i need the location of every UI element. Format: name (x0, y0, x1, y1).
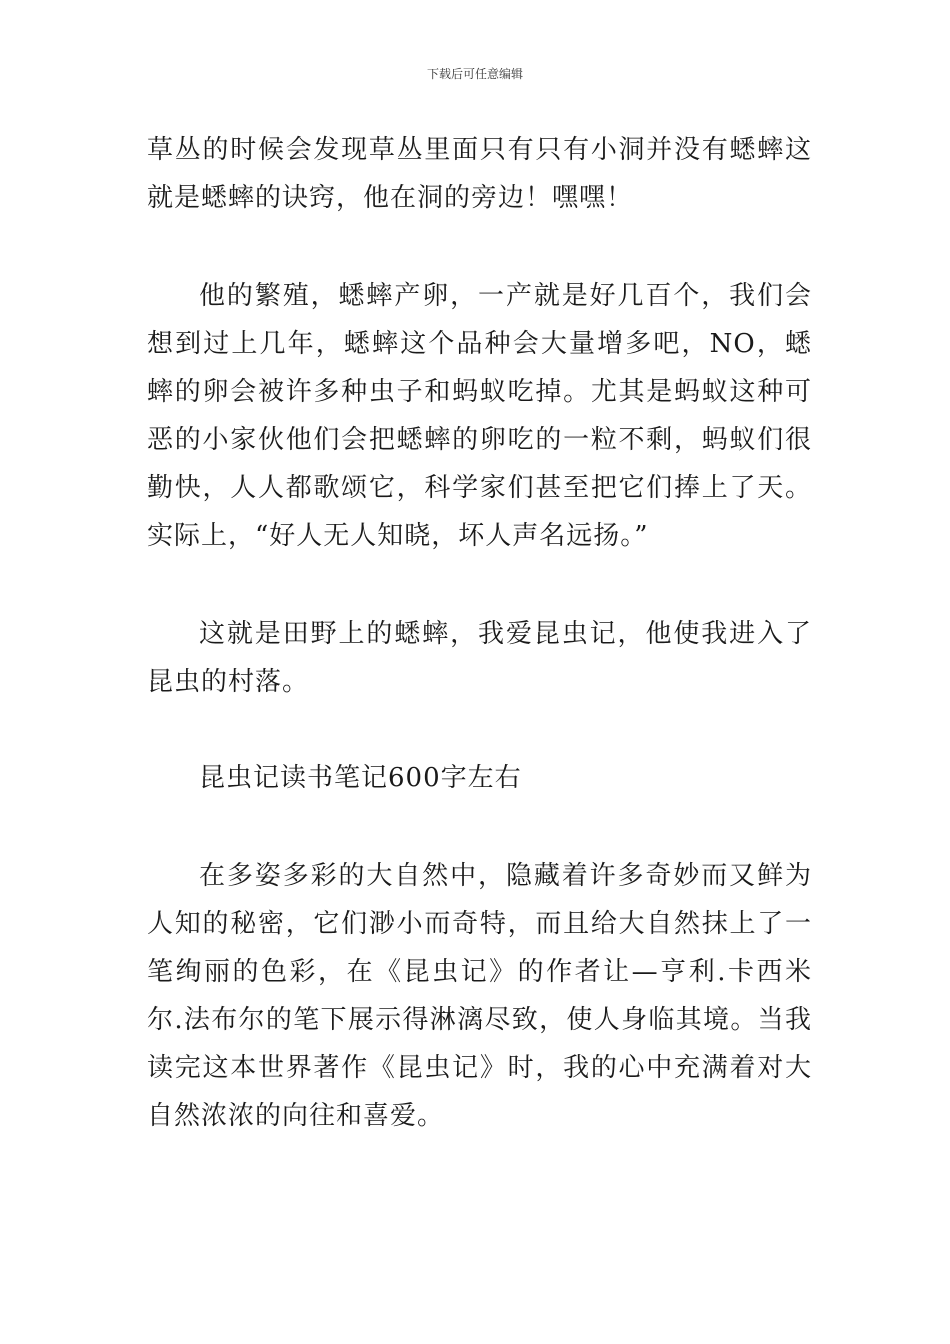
paragraph-gap (147, 706, 812, 754)
paragraph-gap (147, 802, 812, 852)
paragraph-gap (147, 222, 812, 272)
paragraph-continued: 草丛的时候会发现草丛里面只有只有小洞并没有蟋蟀这就是蟋蟀的诀窍，他在洞的旁边！嘿嘿！ (147, 135, 812, 213)
paragraph-intro: 在多姿多彩的大自然中，隐藏着许多奇妙而又鲜为人知的秘密，它们渺小而奇特，而且给大自然抹上了一笔绚丽的色彩，在《昆虫记》的作者让—亨利.卡西米尔.法布尔的笔下展示得淋漓尽致，使人身临其境。当我读完这本世界著作《昆虫记》时，我的心中充满着对大自然浓浓的向往和喜爱。 (147, 861, 812, 1131)
section-title: 昆虫记读书笔记600字左右 (199, 763, 522, 793)
paragraph-conclusion: 这就是田野上的蟋蟀，我爱昆虫记，他使我进入了昆虫的村落。 (147, 619, 812, 697)
paragraph-gap (147, 560, 812, 610)
document-body (147, 126, 812, 1140)
paragraph-breeding: 他的繁殖，蟋蟀产卵，一产就是好几百个，我们会想到过上几年，蟋蟀这个品种会大量增多吧，NO，蟋蟀的卵会被许多种虫子和蚂蚁吃掉。尤其是蚂蚁这种可恶的小家伙他们会把蟋蟀的卵吃的一粒不剩，蚂蚁们很勤快，人人都歌颂它，科学家们甚至把它们捧上了天。实际上，“好人无人知晓，坏人声名远扬。” (147, 281, 812, 551)
page-header-note: 下载后可任意编辑 (426, 67, 523, 81)
